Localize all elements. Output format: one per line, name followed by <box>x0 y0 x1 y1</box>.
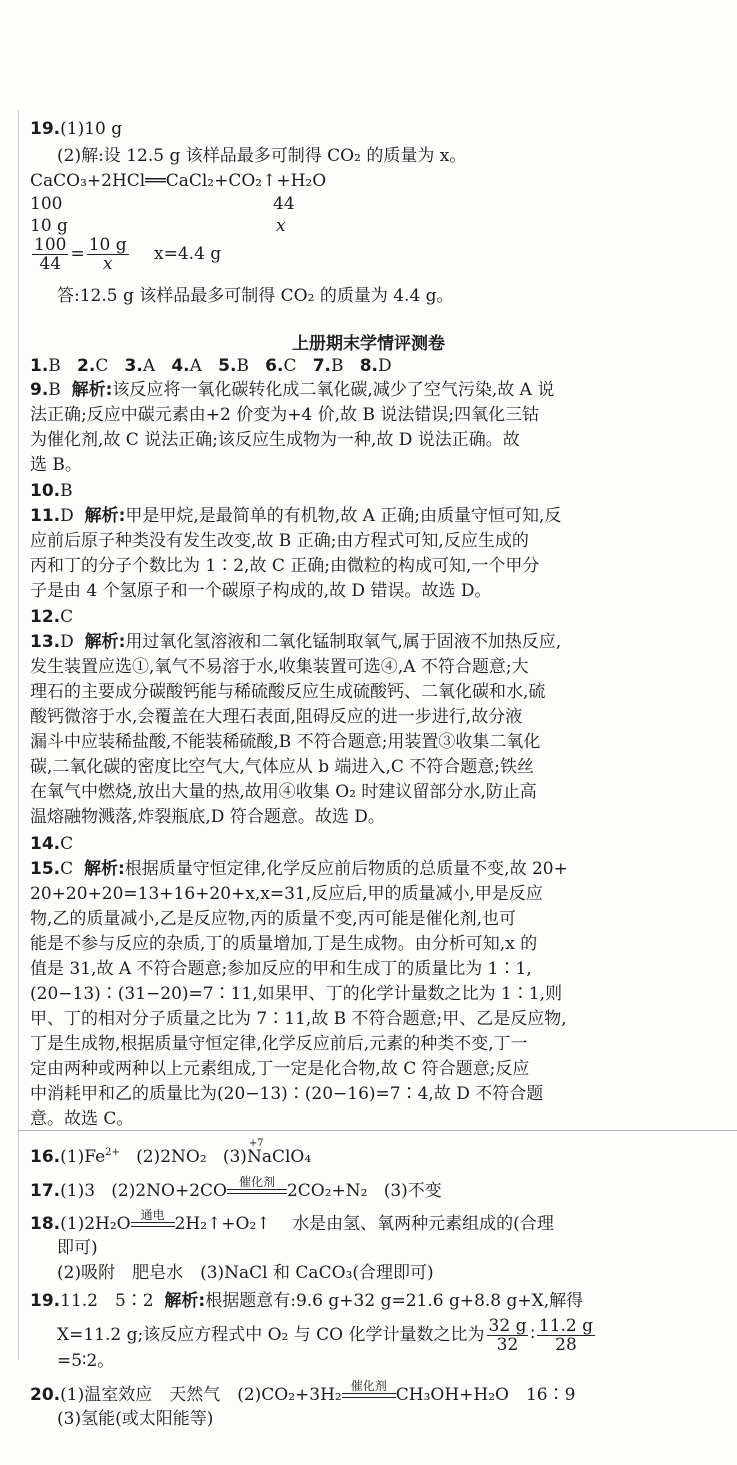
fraction <box>32 236 68 273</box>
q15-line: 丁是生成物,根据质量守恒定律,化学反应前后,元素的种类不变,丁一 <box>30 1034 528 1054</box>
q15-line: 中消耗甲和乙的质量比为(20−13)∶(20−16)=7∶4,故 D 不符合题 <box>30 1084 544 1104</box>
q19b-line <box>57 1317 597 1354</box>
q13-line <box>30 631 561 653</box>
q13-line: 在氧气中燃烧,放出大量的热,故用④收集 O₂ 时建议留部分水,防止高 <box>30 782 537 802</box>
answer: A <box>189 356 202 376</box>
answer-part: (1)温室效应 天然气 (2)CO₂+3H₂ <box>60 1385 342 1405</box>
q15-line <box>30 858 568 880</box>
q13-line: 碳,二氧化碳的密度比空气大,气体应从 b 端进入,C 不符合题意;铁丝 <box>30 757 535 777</box>
answer: C <box>60 859 74 879</box>
answer-part: (1)3 <box>60 1181 96 1201</box>
question-number: 19. <box>30 119 61 139</box>
answer: D <box>60 632 74 652</box>
question-number: 10. <box>30 481 61 501</box>
analysis-text: 甲是甲烷,是最简单的有机物,故 A 正确;由质量守恒可知,反 <box>125 506 562 526</box>
q13-line: 发生装置应选①,氧气不易溶于水,收集装置可选④,A 不符合题意;大 <box>30 657 529 677</box>
fraction-numerator: 11.2 g <box>538 1316 594 1336</box>
q19b-line <box>30 1290 583 1312</box>
reaction-condition: 通电 <box>140 1207 165 1222</box>
answer: 11.2 5∶2 <box>60 1291 154 1311</box>
answer: C <box>60 607 74 627</box>
answer: B <box>330 356 344 376</box>
q19-answer: 答:12.5 g 该样品最多可制得 CO₂ 的质量为 4.4 g。 <box>57 286 454 306</box>
equation-value-x: x <box>276 216 286 236</box>
q15-line: (20−13)∶(31−20)=7∶11,如果甲、丁的化学计量数之比为 1∶1,则 <box>30 984 563 1004</box>
question-number: 15. <box>30 859 61 879</box>
q11-line: 应前后原子种类没有发生改变,故 B 正确;由方程式可知,反应生成的 <box>30 531 529 551</box>
q15-line: 定由两种或两种以上元素组成,丁一定是化合物,故 C 符合题意;反应 <box>30 1059 530 1079</box>
reaction-condition-arrow <box>131 1207 175 1230</box>
fraction-numerator: 10 g <box>88 235 127 255</box>
ratio-separator: ∶ <box>530 1325 535 1345</box>
q9-line: 法正确;反应中碳元素由+2 价变为+4 价,故 B 说法错误;四氧化三钴 <box>30 405 540 425</box>
oxidation-compound <box>222 1138 312 1168</box>
q13-line: 酸钙微溶于水,会覆盖在大理石表面,阻碍反应的进一步进行,故分液 <box>30 707 523 727</box>
section-title: 上册期末学情评测卷 <box>292 334 445 354</box>
answer: B <box>48 380 61 400</box>
reaction-condition-arrow <box>342 1378 396 1401</box>
q15-line: 20+20+20=13+16+20+x,x=31,反应后,甲的质量减小,甲是反应 <box>30 884 543 904</box>
multiple-choice-row <box>30 355 392 377</box>
q13-line: 温熔融物溅落,炸裂瓶底,D 符合题意。故选 D。 <box>30 807 385 827</box>
answer: B <box>48 356 61 376</box>
question-number: 5. <box>218 356 237 376</box>
q10-line <box>30 480 73 502</box>
answer-part: (3)不变 <box>383 1181 442 1201</box>
question-number: 8. <box>359 356 378 376</box>
answer-part: (1)2H₂O <box>60 1214 131 1234</box>
answer-part: (2)2NO+2CO <box>111 1181 227 1201</box>
answer: C <box>60 834 74 854</box>
equation-coefficient-100: 100 <box>30 194 63 214</box>
answer-part: CH₃OH+H₂O 16∶9 <box>395 1385 576 1405</box>
fraction-numerator: 32 g <box>488 1316 527 1336</box>
fraction-denominator: 32 <box>496 1335 519 1355</box>
question-number: 17. <box>30 1181 61 1201</box>
fraction <box>487 1317 529 1354</box>
question-number: 11. <box>30 506 61 526</box>
result-text: x=4.4 g <box>154 244 222 264</box>
q13-line: 理石的主要成分碳酸钙能与稀硫酸反应生成硫酸钙、二氧化碳和水,硫 <box>30 682 546 702</box>
q20-line <box>30 1378 576 1406</box>
reaction-condition: 催化剂 <box>350 1378 387 1393</box>
answer-part: (3)NaClO₄ <box>222 1147 312 1167</box>
analysis-text: 该反应将一氧化碳转化成二氧化碳,减少了空气污染,故 A 说 <box>112 380 555 400</box>
q20-line: (3)氢能(或太阳能等) <box>57 1409 214 1429</box>
q18-line: 即可) <box>57 1238 98 1258</box>
chemical-equation: CaCO₃+2HCl══CaCl₂+CO₂↑+H₂O <box>30 171 327 191</box>
reaction-condition-arrow <box>227 1174 287 1197</box>
question-number: 4. <box>171 356 190 376</box>
analysis-label: 解析: <box>164 1291 206 1311</box>
question-number: 14. <box>30 834 61 854</box>
proportion-equation: $\frac{100}{44}$ = $\frac{10 g}{x}$ x=4.4 g <box>34 235 222 274</box>
fraction-denominator: 44 <box>39 254 62 274</box>
q19b-line: =5∶2。 <box>57 1351 115 1371</box>
answer-part: 水是由氢、氧两种元素组成的(合理 <box>292 1214 554 1234</box>
answer: B <box>236 356 249 376</box>
question-number: 6. <box>265 356 284 376</box>
analysis-text: 根据质量守恒定律,化学反应前后物质的总质量不变,故 20+ <box>124 859 568 879</box>
q15-line: 意。故选 C。 <box>30 1109 134 1129</box>
answer: C <box>283 356 297 376</box>
question-number: 7. <box>312 356 331 376</box>
q11-line: 子是由 4 个氢原子和一个碳原子构成的,故 D 错误。故选 D。 <box>30 581 492 601</box>
question-number: 2. <box>77 356 96 376</box>
question-number: 9. <box>30 380 49 400</box>
question-number: 1. <box>30 356 49 376</box>
q9-line: 选 B。 <box>30 455 82 475</box>
q13-line: 漏斗中应装稀盐酸,不能装稀硫酸,B 不符合题意;用装置③收集二氧化 <box>30 732 541 752</box>
equation-coefficient-44: 44 <box>273 194 295 214</box>
q11-line <box>30 505 561 527</box>
fraction-numerator: 100 <box>34 235 67 255</box>
answer-part: (2)2NO₂ <box>136 1147 207 1167</box>
fraction <box>87 236 129 273</box>
q18-line <box>30 1207 554 1235</box>
answer-text: (1)10 g <box>60 119 123 139</box>
q15-line: 能是不参与反应的杂质,丁的质量增加,丁是生成物。由分析可知,x 的 <box>30 934 538 954</box>
answer: B <box>60 481 73 501</box>
analysis-label: 解析: <box>71 380 113 400</box>
q12-line <box>30 606 73 628</box>
question-number: 19. <box>30 1291 61 1311</box>
answer: D <box>378 356 392 376</box>
question-number: 16. <box>30 1147 61 1167</box>
reaction-condition: 催化剂 <box>238 1174 275 1189</box>
fraction <box>537 1317 595 1354</box>
analysis-label: 解析: <box>84 632 126 652</box>
fraction-denominator: 28 <box>555 1335 577 1355</box>
q15-line: 物,乙的质量减小,乙是反应物,丙的质量不变,丙可能是催化剂,也可 <box>30 909 517 929</box>
q19-part2: (2)解:设 12.5 g 该样品最多可制得 CO₂ 的质量为 x。 <box>57 146 467 166</box>
answer: A <box>142 356 156 376</box>
q15-line: 甲、丁的相对分子质量之比为 7∶11,故 B 不符合题意;甲、乙是反应物, <box>30 1009 567 1029</box>
analysis-text: 根据题意有:9.6 g+32 g=21.6 g+8.8 g+X,解得 <box>205 1291 584 1311</box>
q14-line <box>30 833 73 855</box>
q18-line: (2)吸附 肥皂水 (3)NaCl 和 CaCO₃(合理即可) <box>57 1263 434 1283</box>
answer-part: (1)Fe <box>60 1147 106 1167</box>
ion-charge: 2+ <box>105 1147 120 1158</box>
q11-line: 丙和丁的分子个数比为 1∶2,故 C 正确;由微粒的构成可知,一个甲分 <box>30 556 540 576</box>
question-number: 12. <box>30 607 61 627</box>
answer-part: 2CO₂+N₂ <box>286 1181 368 1201</box>
answer: D <box>60 506 74 526</box>
fraction-denominator: x <box>102 254 113 274</box>
section-divider <box>18 1130 737 1131</box>
analysis-text: 用过氧化氢溶液和二氧化锰制取氧气,属于固液不加热反应, <box>125 632 562 652</box>
q15-line: 值是 31,故 A 不符合题意;参加反应的甲和生成丁的质量比为 1∶1, <box>30 959 532 979</box>
question-number: 13. <box>30 632 61 652</box>
analysis-text: X=11.2 g;该反应方程式中 O₂ 与 CO 化学计量数之比为 <box>57 1325 485 1345</box>
analysis-label: 解析: <box>84 506 126 526</box>
q9-line: 为催化剂,故 C 说法正确;该反应生成物为一种,故 D 说法正确。故 <box>30 430 520 450</box>
page-margin-line <box>18 110 19 1360</box>
question-number: 3. <box>124 356 143 376</box>
answer: C <box>95 356 109 376</box>
q9-line <box>30 379 554 401</box>
equation-value-10g: 10 g <box>30 216 68 236</box>
oxidation-number: +7 <box>248 1138 264 1149</box>
answer-part: 2H₂↑+O₂↑ <box>174 1214 271 1234</box>
analysis-label: 解析: <box>83 859 125 879</box>
q19-part1 <box>30 118 122 140</box>
q16-line <box>30 1138 312 1168</box>
q17-line <box>30 1174 442 1202</box>
question-number: 20. <box>30 1385 61 1405</box>
question-number: 18. <box>30 1214 61 1234</box>
